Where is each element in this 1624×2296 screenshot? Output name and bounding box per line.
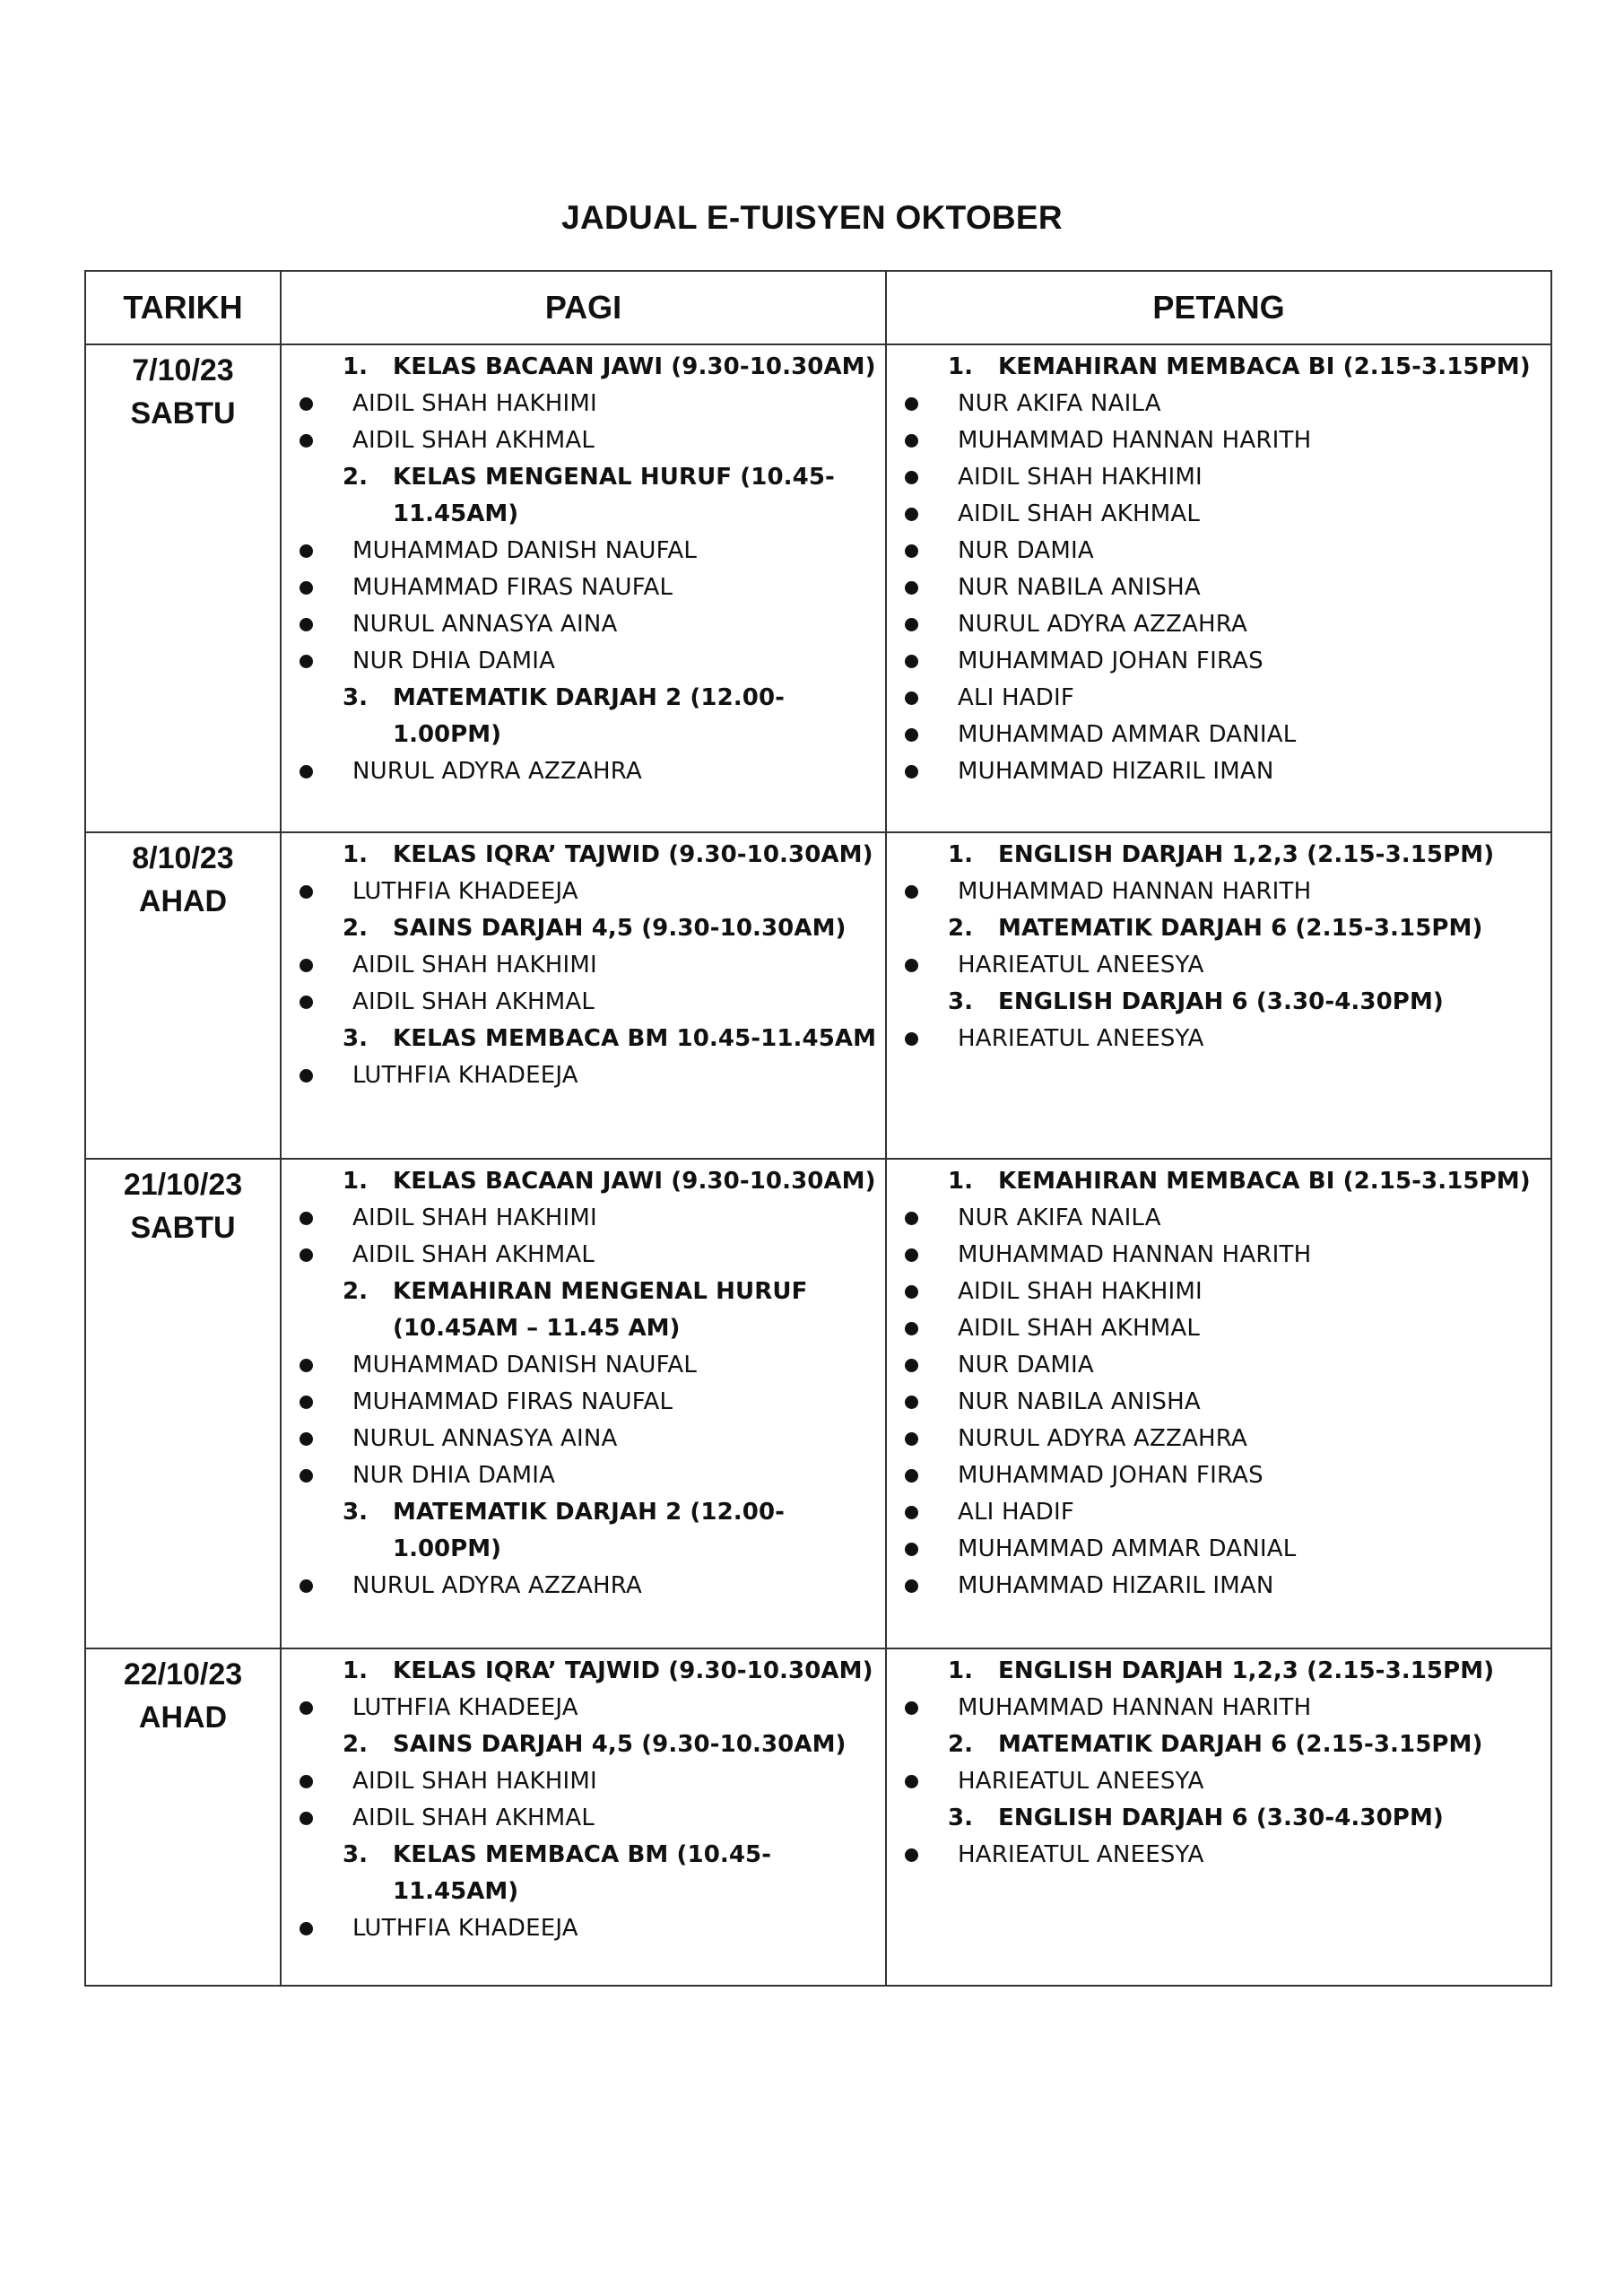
class-heading <box>887 837 1550 874</box>
student-name: AIDIL SHAH HAKHIMI <box>958 1278 1203 1305</box>
student-item <box>887 1837 1550 1874</box>
student-item <box>887 496 1550 533</box>
class-number: 1. <box>948 841 973 868</box>
class-title: MATEMATIK DARJAH 6 (2.15-3.15PM) <box>998 1731 1483 1758</box>
bullet-icon <box>300 1432 313 1446</box>
petang-cell <box>886 344 1551 832</box>
petang-cell <box>886 1159 1551 1648</box>
class-number: 1. <box>343 841 368 868</box>
student-name: AIDIL SHAH AKHMAL <box>352 427 595 454</box>
class-heading <box>282 1021 885 1057</box>
class-number: 1. <box>948 1168 973 1195</box>
student-name: MUHAMMAD AMMAR DANIAL <box>958 1535 1297 1562</box>
class-title: KELAS BACAAN JAWI (9.30-10.30AM) <box>393 1168 876 1195</box>
student-name: HARIEATUL ANEESYA <box>958 952 1204 978</box>
student-item <box>887 1457 1550 1494</box>
class-number: 2. <box>948 1731 973 1758</box>
date-text: 22/10/23 <box>123 1657 243 1692</box>
petang-cell <box>886 1648 1551 1986</box>
bullet-icon <box>905 1543 918 1556</box>
student-name: NUR AKIFA NAILA <box>958 390 1161 417</box>
student-name: MUHAMMAD JOHAN FIRAS <box>958 1462 1264 1489</box>
student-item <box>887 1274 1550 1310</box>
student-name: LUTHFIA KHADEEJA <box>352 1915 578 1942</box>
student-item <box>282 1421 885 1457</box>
bullet-icon <box>300 618 313 631</box>
class-heading-continued <box>282 496 885 533</box>
schedule-table <box>84 270 1552 1987</box>
class-number: 1. <box>343 1657 368 1684</box>
student-item <box>887 533 1550 570</box>
student-item <box>282 1384 885 1421</box>
class-heading <box>887 984 1550 1021</box>
class-title: MATEMATIK DARJAH 6 (2.15-3.15PM) <box>998 915 1483 942</box>
bullet-icon <box>300 1248 313 1262</box>
class-heading <box>887 1800 1550 1837</box>
bullet-icon <box>905 618 918 631</box>
class-title: KELAS MEMBACA BM 10.45-11.45AM <box>393 1025 877 1052</box>
bullet-icon <box>300 1922 313 1935</box>
student-item <box>282 1763 885 1800</box>
pagi-cell <box>281 1648 886 1986</box>
student-name: MUHAMMAD HANNAN HARITH <box>958 427 1312 454</box>
class-heading-continued <box>282 1531 885 1568</box>
student-item <box>887 874 1550 910</box>
header-row <box>85 271 1551 344</box>
class-title: KELAS BACAAN JAWI (9.30-10.30AM) <box>393 353 876 380</box>
class-heading <box>887 910 1550 947</box>
class-heading <box>282 349 885 386</box>
class-number: 2. <box>343 1278 368 1305</box>
bullet-icon <box>905 1322 918 1335</box>
document-title: JADUAL E-TUISYEN OKTOBER <box>561 199 1063 236</box>
student-item <box>282 570 885 606</box>
student-item <box>282 606 885 643</box>
bullet-icon <box>300 996 313 1009</box>
student-item <box>282 984 885 1021</box>
bullet-icon <box>300 1579 313 1593</box>
class-heading <box>282 1653 885 1690</box>
student-item <box>887 1690 1550 1726</box>
student-name: AIDIL SHAH AKHMAL <box>352 988 595 1015</box>
student-name: NURUL ANNASYA AINA <box>352 1425 618 1452</box>
student-item <box>887 643 1550 680</box>
bullet-icon <box>905 1032 918 1046</box>
student-item <box>887 1531 1550 1568</box>
student-item <box>282 1910 885 1947</box>
date-cell <box>85 1159 281 1648</box>
student-item <box>282 1237 885 1274</box>
class-title: KEMAHIRAN MENGENAL HURUF <box>393 1278 808 1305</box>
class-heading <box>282 1494 885 1531</box>
student-name: AIDIL SHAH HAKHIMI <box>352 952 597 978</box>
bullet-icon <box>905 1469 918 1483</box>
pagi-cell <box>281 1159 886 1648</box>
table-row <box>85 832 1551 1159</box>
bullet-icon <box>300 765 313 778</box>
class-heading <box>887 1726 1550 1763</box>
student-item <box>282 1200 885 1237</box>
student-name: NUR DAMIA <box>958 1352 1094 1378</box>
bullet-icon <box>905 1506 918 1519</box>
student-name: AIDIL SHAH HAKHIMI <box>352 1205 597 1231</box>
class-number: 3. <box>343 1841 368 1868</box>
student-item <box>887 1568 1550 1605</box>
bullet-icon <box>300 1396 313 1409</box>
student-name: LUTHFIA KHADEEJA <box>352 1694 578 1721</box>
class-title-continued: 1.00PM) <box>393 1535 501 1562</box>
bullet-icon <box>300 959 313 972</box>
bullet-icon <box>300 397 313 411</box>
bullet-icon <box>905 1848 918 1862</box>
class-heading <box>282 910 885 947</box>
class-title-continued: 1.00PM) <box>393 721 501 748</box>
header-petang: PETANG <box>886 271 1551 344</box>
student-name: AIDIL SHAH HAKHIMI <box>352 390 597 417</box>
date-text: 7/10/23 <box>132 353 234 387</box>
class-heading <box>887 1653 1550 1690</box>
bullet-icon <box>300 544 313 558</box>
class-heading-continued <box>282 1874 885 1910</box>
bullet-icon <box>300 581 313 595</box>
class-heading <box>282 1837 885 1874</box>
class-title-continued: 11.45AM) <box>393 1878 519 1905</box>
date-text: 21/10/23 <box>123 1168 243 1202</box>
student-item <box>887 1384 1550 1421</box>
day-text: AHAD <box>138 884 228 918</box>
bullet-icon <box>905 508 918 521</box>
student-item <box>282 386 885 422</box>
bullet-icon <box>905 1775 918 1788</box>
student-name: HARIEATUL ANEESYA <box>958 1025 1204 1052</box>
student-item <box>887 1763 1550 1800</box>
student-name: LUTHFIA KHADEEJA <box>352 878 578 905</box>
bullet-icon <box>905 728 918 742</box>
student-item <box>887 1310 1550 1347</box>
class-heading <box>887 1163 1550 1200</box>
student-item <box>282 1347 885 1384</box>
class-title: SAINS DARJAH 4,5 (9.30-10.30AM) <box>393 915 847 942</box>
student-name: MUHAMMAD FIRAS NAUFAL <box>352 574 673 601</box>
bullet-icon <box>905 655 918 668</box>
bullet-icon <box>905 1359 918 1372</box>
bullet-icon <box>905 581 918 595</box>
class-title: ENGLISH DARJAH 6 (3.30-4.30PM) <box>998 988 1444 1015</box>
bullet-icon <box>300 1775 313 1788</box>
student-item <box>887 753 1550 790</box>
class-number: 3. <box>343 684 368 711</box>
bullet-icon <box>300 1359 313 1372</box>
class-title-continued: (10.45AM – 11.45 AM) <box>393 1315 681 1342</box>
class-title: KELAS IQRA’ TAJWID (9.30-10.30AM) <box>393 1657 873 1684</box>
student-name: AIDIL SHAH HAKHIMI <box>352 1768 597 1795</box>
student-item <box>887 1494 1550 1531</box>
class-title: KELAS MEMBACA BM (10.45- <box>393 1841 772 1868</box>
day-text: AHAD <box>138 1700 228 1735</box>
student-item <box>282 1568 885 1605</box>
student-name: NURUL ADYRA AZZAHRA <box>352 1572 642 1599</box>
student-name: AIDIL SHAH AKHMAL <box>352 1805 595 1831</box>
student-item <box>887 570 1550 606</box>
class-number: 1. <box>343 1168 368 1195</box>
student-item <box>282 874 885 910</box>
class-title: MATEMATIK DARJAH 2 (12.00- <box>393 1499 786 1526</box>
student-name: NURUL ADYRA AZZAHRA <box>958 611 1247 638</box>
student-item <box>887 386 1550 422</box>
petang-cell <box>886 832 1551 1159</box>
student-item <box>887 459 1550 496</box>
pagi-cell <box>281 344 886 832</box>
bullet-icon <box>905 691 918 705</box>
student-name: NURUL ADYRA AZZAHRA <box>958 1425 1247 1452</box>
class-heading <box>282 1726 885 1763</box>
student-item <box>282 1800 885 1837</box>
header-tarikh: TARIKH <box>85 271 281 344</box>
student-name: ALI HADIF <box>958 684 1074 711</box>
class-number: 1. <box>343 353 368 380</box>
bullet-icon <box>905 1432 918 1446</box>
student-name: NUR DHIA DAMIA <box>352 1462 556 1489</box>
student-item <box>282 1457 885 1494</box>
class-title: ENGLISH DARJAH 6 (3.30-4.30PM) <box>998 1805 1444 1831</box>
bullet-icon <box>905 1285 918 1299</box>
bullet-icon <box>905 397 918 411</box>
class-number: 3. <box>948 1805 973 1831</box>
class-number: 2. <box>948 915 973 942</box>
student-name: ALI HADIF <box>958 1499 1074 1526</box>
student-name: HARIEATUL ANEESYA <box>958 1768 1204 1795</box>
table-row <box>85 1648 1551 1986</box>
class-heading <box>282 1274 885 1310</box>
student-item <box>282 1690 885 1726</box>
day-text: SABTU <box>130 1211 236 1245</box>
bullet-icon <box>905 471 918 484</box>
class-title: KELAS MENGENAL HURUF (10.45- <box>393 464 835 491</box>
class-heading-continued <box>282 1310 885 1347</box>
class-heading <box>282 1163 885 1200</box>
class-number: 2. <box>343 1731 368 1758</box>
student-name: HARIEATUL ANEESYA <box>958 1841 1204 1868</box>
class-number: 2. <box>343 915 368 942</box>
class-title: KEMAHIRAN MEMBACA BI (2.15-3.15PM) <box>998 1168 1531 1195</box>
student-name: MUHAMMAD DANISH NAUFAL <box>352 1352 698 1378</box>
student-name: LUTHFIA KHADEEJA <box>352 1062 578 1089</box>
class-title-continued: 11.45AM) <box>393 500 519 527</box>
table-row <box>85 344 1551 832</box>
student-name: MUHAMMAD FIRAS NAUFAL <box>352 1388 673 1415</box>
student-name: MUHAMMAD DANISH NAUFAL <box>352 537 698 564</box>
student-item <box>887 947 1550 984</box>
bullet-icon <box>300 434 313 448</box>
date-cell <box>85 1648 281 1986</box>
class-number: 3. <box>343 1025 368 1052</box>
bullet-icon <box>300 1212 313 1225</box>
class-number: 1. <box>948 353 973 380</box>
class-title: SAINS DARJAH 4,5 (9.30-10.30AM) <box>393 1731 847 1758</box>
student-item <box>282 947 885 984</box>
student-name: NUR AKIFA NAILA <box>958 1205 1161 1231</box>
class-heading <box>282 680 885 717</box>
student-item <box>282 1057 885 1094</box>
bullet-icon <box>905 1701 918 1715</box>
class-heading <box>282 837 885 874</box>
class-title: KEMAHIRAN MEMBACA BI (2.15-3.15PM) <box>998 353 1531 380</box>
class-title: KELAS IQRA’ TAJWID (9.30-10.30AM) <box>393 841 873 868</box>
class-title: ENGLISH DARJAH 1,2,3 (2.15-3.15PM) <box>998 841 1495 868</box>
student-item <box>887 606 1550 643</box>
student-name: NUR DAMIA <box>958 537 1094 564</box>
header-pagi: PAGI <box>281 271 886 344</box>
date-cell <box>85 832 281 1159</box>
student-item <box>887 1421 1550 1457</box>
student-name: MUHAMMAD HIZARIL IMAN <box>958 758 1274 785</box>
bullet-icon <box>905 1396 918 1409</box>
student-name: MUHAMMAD HIZARIL IMAN <box>958 1572 1274 1599</box>
class-heading <box>887 349 1550 386</box>
bullet-icon <box>300 1812 313 1825</box>
class-number: 1. <box>948 1657 973 1684</box>
student-name: AIDIL SHAH AKHMAL <box>958 500 1201 527</box>
student-item <box>887 1021 1550 1057</box>
bullet-icon <box>300 1701 313 1715</box>
bullet-icon <box>905 1579 918 1593</box>
class-heading-continued <box>282 717 885 753</box>
student-name: MUHAMMAD JOHAN FIRAS <box>958 648 1264 674</box>
student-item <box>282 533 885 570</box>
student-item <box>887 1347 1550 1384</box>
student-name: NURUL ANNASYA AINA <box>352 611 618 638</box>
student-item <box>887 717 1550 753</box>
student-name: NUR NABILA ANISHA <box>958 1388 1201 1415</box>
student-name: NUR DHIA DAMIA <box>352 648 556 674</box>
student-name: MUHAMMAD HANNAN HARITH <box>958 1694 1312 1721</box>
student-name: AIDIL SHAH AKHMAL <box>352 1241 595 1268</box>
bullet-icon <box>905 765 918 778</box>
student-item <box>282 643 885 680</box>
class-number: 2. <box>343 464 368 491</box>
class-title: MATEMATIK DARJAH 2 (12.00- <box>393 684 786 711</box>
bullet-icon <box>905 1248 918 1262</box>
student-item <box>887 680 1550 717</box>
bullet-icon <box>300 1469 313 1483</box>
student-item <box>887 422 1550 459</box>
table-row <box>85 1159 1551 1648</box>
student-name: MUHAMMAD AMMAR DANIAL <box>958 721 1297 748</box>
student-name: NURUL ADYRA AZZAHRA <box>352 758 642 785</box>
bullet-icon <box>905 544 918 558</box>
student-name: AIDIL SHAH HAKHIMI <box>958 464 1203 491</box>
student-name: MUHAMMAD HANNAN HARITH <box>958 878 1312 905</box>
class-number: 3. <box>343 1499 368 1526</box>
student-item <box>887 1200 1550 1237</box>
student-item <box>282 422 885 459</box>
class-heading <box>282 459 885 496</box>
bullet-icon <box>905 959 918 972</box>
bullet-icon <box>300 1069 313 1083</box>
student-item <box>887 1237 1550 1274</box>
student-name: MUHAMMAD HANNAN HARITH <box>958 1241 1312 1268</box>
bullet-icon <box>905 1212 918 1225</box>
bullet-icon <box>300 655 313 668</box>
date-text: 8/10/23 <box>132 841 234 875</box>
bullet-icon <box>905 885 918 899</box>
student-name: NUR NABILA ANISHA <box>958 574 1201 601</box>
date-cell <box>85 344 281 832</box>
class-number: 3. <box>948 988 973 1015</box>
student-item <box>282 753 885 790</box>
bullet-icon <box>300 885 313 899</box>
bullet-icon <box>905 434 918 448</box>
student-name: AIDIL SHAH AKHMAL <box>958 1315 1201 1342</box>
class-title: ENGLISH DARJAH 1,2,3 (2.15-3.15PM) <box>998 1657 1495 1684</box>
pagi-cell <box>281 832 886 1159</box>
day-text: SABTU <box>130 396 236 430</box>
